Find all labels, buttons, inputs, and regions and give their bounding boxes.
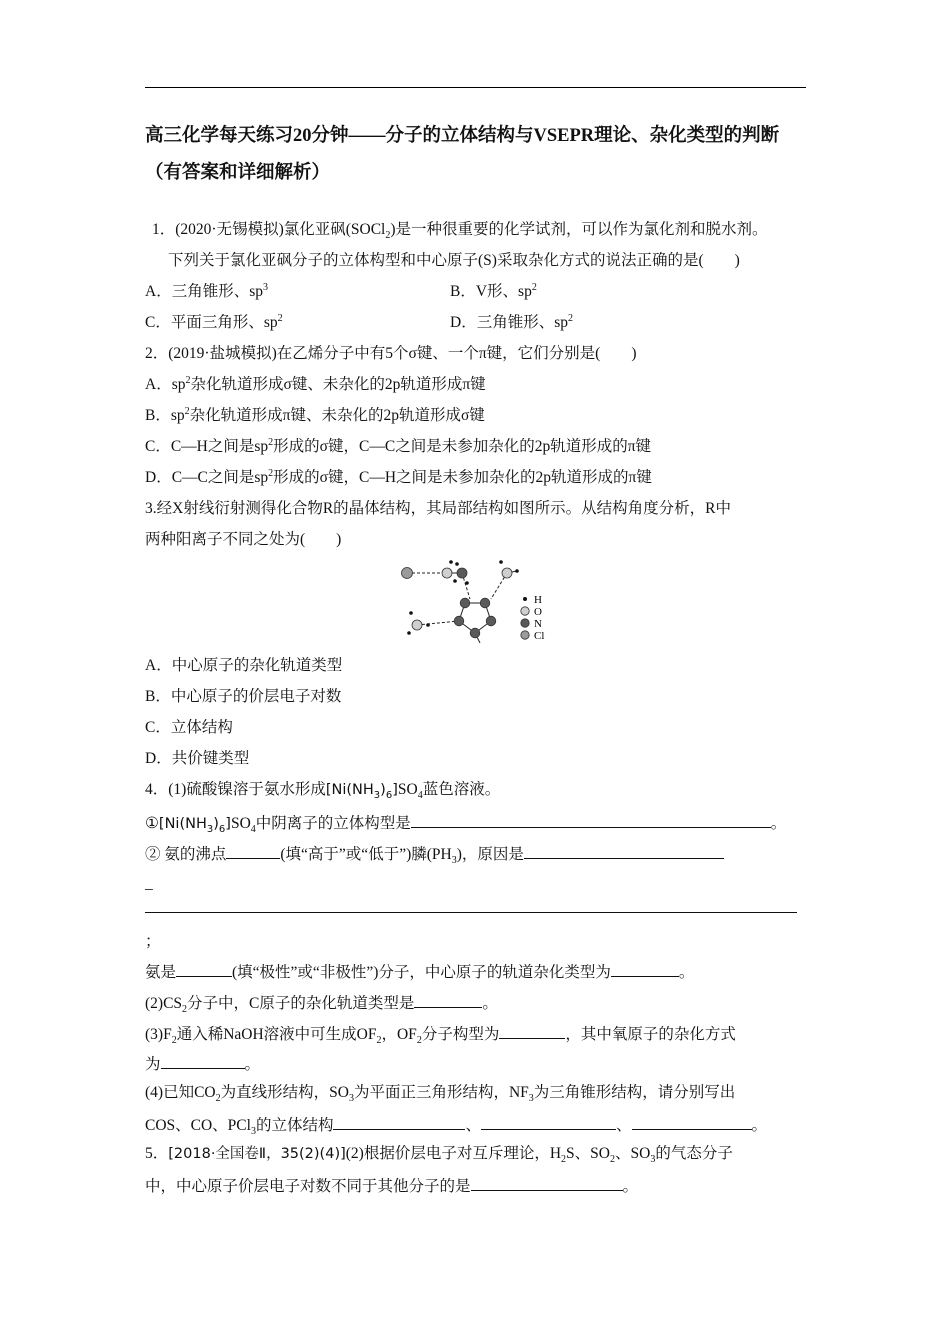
q3-option-b: B．中心原子的价层电子对数 bbox=[145, 688, 342, 705]
nitrogen-atom-top bbox=[457, 568, 467, 578]
q3-stem-line1: 3.经X射线衍射测得化合物R的晶体结构，其局部结构如图所示。从结构角度分析，R中 bbox=[145, 500, 731, 517]
q4-underscore-line: _ bbox=[145, 875, 153, 892]
legend-cl-label: Cl bbox=[534, 630, 545, 642]
q4-stem-line1: 4．(1)硫酸镍溶于氨水形成$[Ni(NH_3)_6]SO_4$蓝色溶液。 bbox=[145, 781, 501, 802]
answer-blank[interactable] bbox=[411, 811, 771, 828]
q1-option-d: D．三角锥形、$sp^2$ bbox=[450, 312, 573, 331]
answer-blank[interactable] bbox=[481, 1113, 616, 1130]
q1-option-c: C．平面三角形、$sp^2$ bbox=[145, 312, 283, 331]
q2-option-a: A．$sp^2$杂化轨道形成σ键、未杂化的2p轨道形成π键 bbox=[145, 374, 486, 393]
page-title: 高三化学每天练习20分钟——分子的立体结构与VSEPR理论、杂化类型的判断（有答案和详细解析） bbox=[145, 126, 780, 183]
q4-polarity-line: 氨是 (填“极性”或“非极性”)分子，中心原子的轨道杂化类型为 。 bbox=[145, 960, 694, 983]
q4-part2-line: $(2)CS_2$分子中，C原子的杂化轨道类型是 。 bbox=[145, 991, 498, 1014]
figure-legend bbox=[521, 594, 545, 642]
q4-boiling-point-line: ② 氨的沸点 (填“高于”或“低于”)膦$(PH_3)$，原因是 bbox=[145, 842, 724, 865]
legend-n-label: N bbox=[534, 618, 542, 630]
q3-option-d: D．共价键类型 bbox=[145, 750, 250, 767]
ring-nitrogen-4 bbox=[470, 628, 480, 638]
q3-option-a: A．中心原子的杂化轨道类型 bbox=[145, 657, 343, 674]
ring-nitrogen-3 bbox=[486, 616, 496, 626]
legend-o-label: O bbox=[534, 606, 542, 618]
q1-stem-line2: 下列关于氯化亚砜分子的立体构型和中心原子(S)采取杂化方式的说法正确的是( ) bbox=[168, 252, 740, 269]
q1-option-b: B．V形、$sp^2$ bbox=[450, 281, 537, 300]
answer-blank[interactable] bbox=[414, 991, 482, 1008]
answer-blank[interactable] bbox=[471, 1174, 623, 1191]
answer-blank[interactable] bbox=[611, 960, 679, 977]
q2-option-b: B．$sp^2$杂化轨道形成π键、未杂化的2p轨道形成σ键 bbox=[145, 405, 485, 424]
chlorine-atom bbox=[402, 568, 413, 579]
q4-part4-line1: (4)已知$CO_2$为直线形结构，$SO_3$为平面正三角形结构，$NF_3$为三角锥形结构，请分别写出 bbox=[145, 1084, 736, 1105]
legend-cl-marker bbox=[521, 631, 529, 639]
q2-stem: 2．(2019·盐城模拟)在乙烯分子中有5个σ键、一个π键，它们分别是( ) bbox=[145, 345, 637, 362]
answer-blank[interactable] bbox=[176, 960, 232, 977]
legend-n-marker bbox=[521, 619, 529, 627]
oxygen-atom-3 bbox=[412, 620, 422, 630]
ring-nitrogen-2 bbox=[480, 598, 490, 608]
q2-option-d: D．C—C之间是$sp^2$形成的σ键，C—H之间是未参加杂化的2p轨道形成的π键 bbox=[145, 467, 652, 486]
q5-stem-line2: 中，中心原子价层电子对数不同于其他分子的是 。 bbox=[145, 1174, 638, 1197]
legend-o-marker bbox=[521, 607, 529, 615]
ring-nitrogen-5 bbox=[454, 616, 464, 626]
legend-h-marker bbox=[523, 597, 527, 601]
q4-part3-line2: 为 。 bbox=[145, 1052, 260, 1075]
crystal-structure-figure bbox=[395, 555, 555, 647]
q4-semicolon: ； bbox=[145, 933, 161, 950]
answer-blank[interactable] bbox=[226, 842, 280, 859]
q3-stem-line2: 两种阳离子不同之处为( ) bbox=[145, 531, 342, 548]
answer-full-line[interactable] bbox=[145, 912, 797, 913]
header-rule bbox=[145, 87, 806, 88]
legend-h-label: H bbox=[534, 594, 542, 606]
q4-part3-line1: $(3)F_2$通入稀NaOH溶液中可生成$OF_2$，$OF_2$分子构型为 ，其中氧原子的杂化方式 bbox=[145, 1022, 736, 1045]
ring-nitrogen-1 bbox=[460, 598, 470, 608]
q5-stem-line1: 5．[2018·全国卷Ⅱ，35(2)(4)](2)根据价层电子对互斥理论，$H_2S$、$SO_2$、$SO_3$的气态分子 bbox=[145, 1145, 733, 1166]
answer-blank[interactable] bbox=[333, 1113, 465, 1130]
answer-blank[interactable] bbox=[161, 1052, 245, 1069]
q1-stem-line1: 1．(2020·无锡模拟)氯化亚砜(SOCl$_2$)是一种很重要的化学试剂，可以作为氯化剂和脱水剂。 bbox=[152, 221, 768, 242]
answer-blank[interactable] bbox=[499, 1022, 565, 1039]
q1-option-a: A．三角锥形、$sp^3$ bbox=[145, 281, 268, 300]
q2-option-c: C．C—H之间是$sp^2$形成的σ键，C—C之间是未参加杂化的2p轨道形成的π键 bbox=[145, 436, 652, 455]
hydrogen-bond-4 bbox=[417, 621, 459, 625]
q3-option-c: C．立体结构 bbox=[145, 719, 233, 736]
answer-blank[interactable] bbox=[524, 842, 724, 859]
q4-anion-shape-line: $①[Ni(NH_3)_6]SO_4$中阴离子的立体构型是 。 bbox=[145, 811, 786, 834]
oxygen-atom-1 bbox=[442, 568, 452, 578]
q4-part4-line2: COS、CO、PCl$_3$的立体结构 、 、 。 bbox=[145, 1113, 767, 1136]
answer-blank[interactable] bbox=[632, 1113, 752, 1130]
oxygen-atom-2 bbox=[502, 568, 512, 578]
